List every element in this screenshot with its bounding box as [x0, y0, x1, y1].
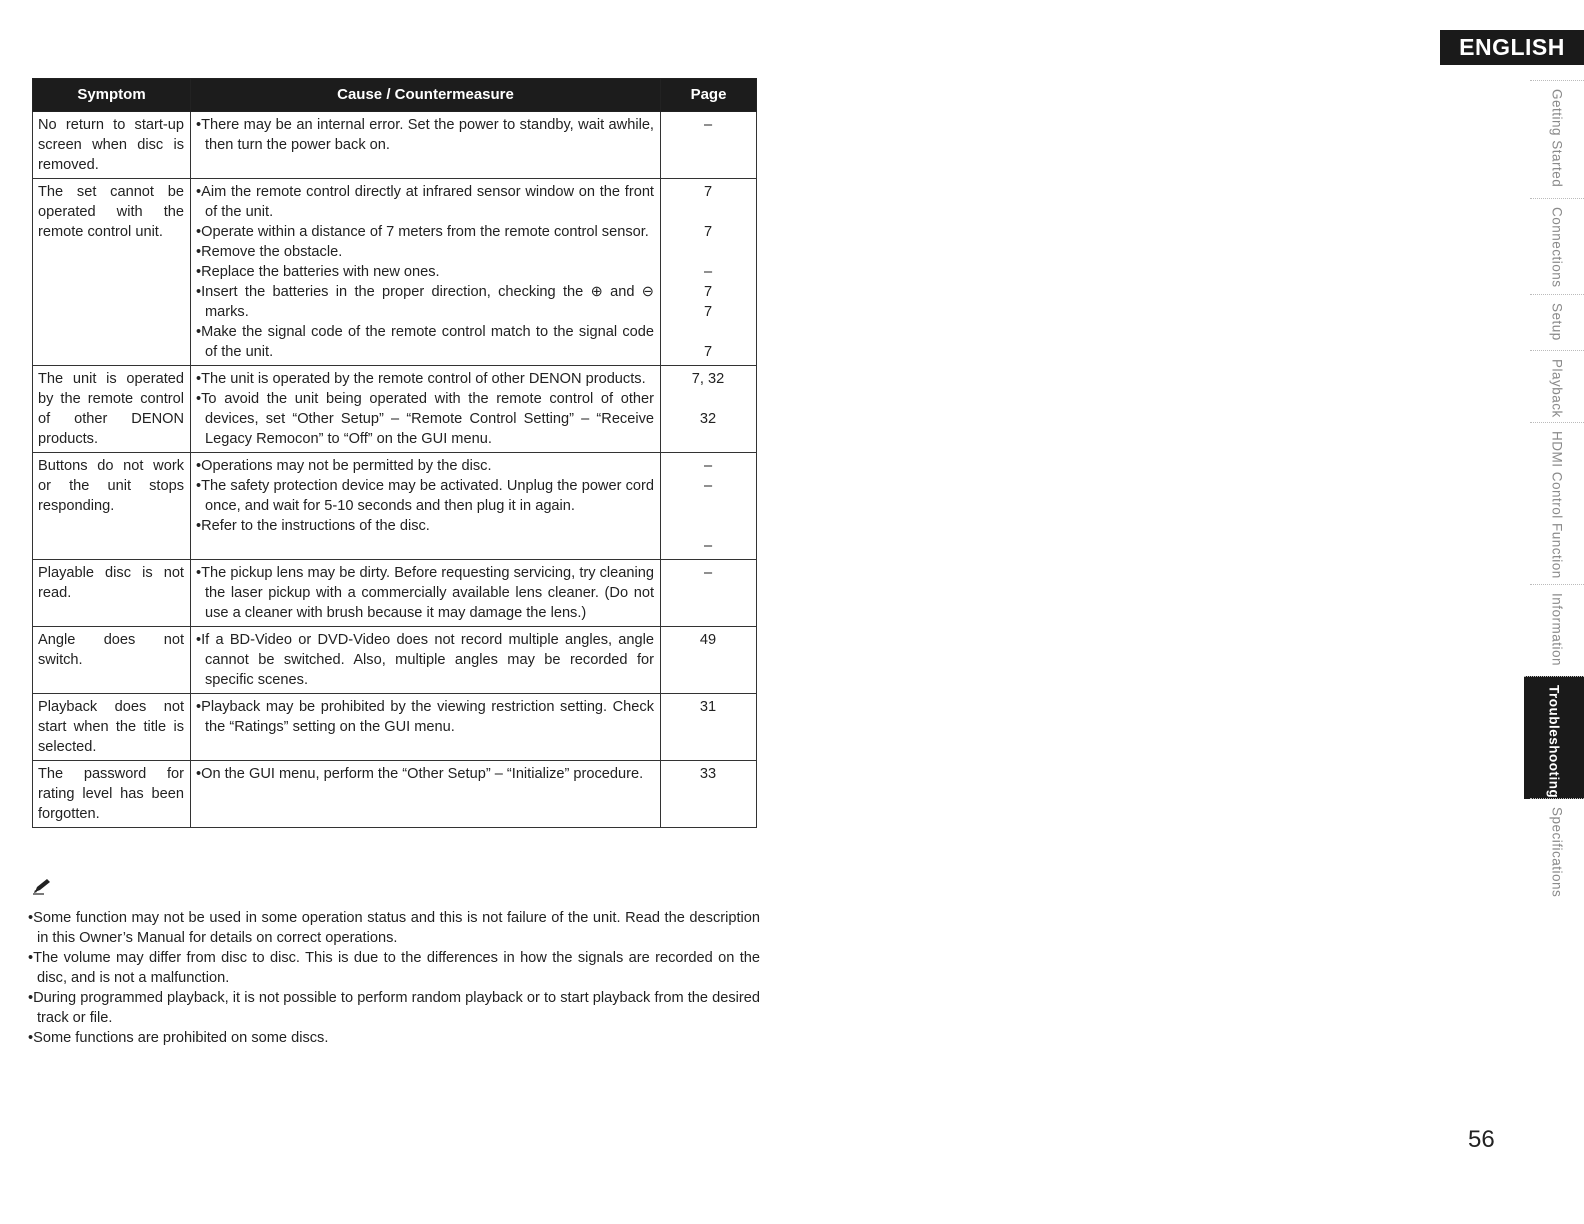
side-tab-label: Connections — [1549, 207, 1565, 288]
troubleshooting-table — [32, 78, 757, 828]
side-tab-label: Specifications — [1549, 807, 1565, 898]
side-tab-label: Troubleshooting — [1546, 685, 1562, 799]
page-ref: – — [703, 538, 713, 554]
page-cell — [661, 694, 757, 761]
cause-cell — [191, 694, 661, 761]
cause-item: • Playback may be prohibited by the viewing restriction setting. Check the “Ratings” setting on the GUI menu. — [196, 697, 654, 737]
page-ref: 7 — [703, 304, 713, 320]
page-ref: 7 — [703, 284, 713, 300]
side-tab-information[interactable] — [1530, 584, 1584, 677]
side-tab-hdmi-control-function[interactable] — [1530, 422, 1584, 585]
cause-item: • Insert the batteries in the proper direction, checking the ⊕ and ⊖ marks. — [196, 282, 654, 322]
page-ref: – — [703, 264, 713, 280]
page-cell — [661, 112, 757, 179]
cause-item: • The unit is operated by the remote control of other DENON products. — [196, 369, 654, 389]
symptom-cell: Playable disc is not read. — [33, 560, 191, 627]
symptom-cell: Buttons do not work or the unit stops responding. — [33, 453, 191, 560]
side-tab-setup[interactable] — [1530, 294, 1584, 351]
note-item: • Some function may not be used in some operation status and this is not failure of the unit. Read the description in this Owner’s Manual for details on correct operations. — [28, 908, 760, 948]
side-tab-label: Playback — [1549, 359, 1565, 418]
table-row — [33, 761, 757, 828]
note-item: • During programmed playback, it is not possible to perform random playback or to start playback from the desired track or file. — [28, 988, 760, 1028]
symptom-cell: No return to start-up screen when disc is removed. — [33, 112, 191, 179]
page-cell — [661, 366, 757, 453]
cause-item: • On the GUI menu, perform the “Other Setup” – “Initialize” procedure. — [196, 764, 654, 784]
side-tab-playback[interactable] — [1530, 350, 1584, 423]
page-ref: – — [703, 458, 713, 474]
side-tab-troubleshooting[interactable] — [1524, 676, 1584, 799]
page-cell — [661, 627, 757, 694]
page-number: 56 — [1468, 1126, 1495, 1153]
side-tab-label: HDMI Control Function — [1549, 431, 1565, 579]
cause-item: • If a BD-Video or DVD-Video does not record multiple angles, angle cannot be switched. Also, multiple angles may be recorded for specific scenes. — [196, 630, 654, 690]
cause-cell — [191, 453, 661, 560]
note-item: • The volume may differ from disc to disc. This is due to the differences in how the signals are recorded on the disc, and is not a malfunction. — [28, 948, 760, 988]
cause-cell — [191, 761, 661, 828]
side-tab-label: Setup — [1549, 303, 1565, 341]
header-symptom: Symptom — [33, 79, 191, 112]
cause-cell — [191, 366, 661, 453]
symptom-cell: The set cannot be operated with the remote control unit. — [33, 179, 191, 366]
table-row — [33, 694, 757, 761]
side-tab-connections[interactable] — [1530, 198, 1584, 295]
symptom-cell: Playback does not start when the title is selected. — [33, 694, 191, 761]
cause-item: • Aim the remote control directly at infrared sensor window on the front of the unit. — [196, 182, 654, 222]
notes-list — [28, 908, 760, 1048]
page-ref: 7 — [703, 344, 713, 360]
page-cell — [661, 761, 757, 828]
cause-item: • Make the signal code of the remote control match to the signal code of the unit. — [196, 322, 654, 362]
language-tab: ENGLISH — [1440, 30, 1584, 65]
page-cell — [661, 560, 757, 627]
cause-item: • Operate within a distance of 7 meters from the remote control sensor. — [196, 222, 654, 242]
page-ref: 33 — [699, 766, 717, 782]
cause-item: • The safety protection device may be activated. Unplug the power cord once, and wait for 5-10 seconds and then plug it in again. — [196, 476, 654, 516]
side-tab-getting-started[interactable] — [1530, 80, 1584, 199]
table-row — [33, 453, 757, 560]
table-row — [33, 112, 757, 179]
cause-cell — [191, 179, 661, 366]
header-page: Page — [661, 79, 757, 112]
page-ref: 32 — [699, 411, 717, 427]
cause-item: • The pickup lens may be dirty. Before requesting servicing, try cleaning the laser pickup with a commercially available lens cleaner. (Do not use a cleaner with brush because it may damage the lens.) — [196, 563, 654, 623]
cause-item: • Refer to the instructions of the disc. — [196, 516, 654, 536]
page-cell — [661, 179, 757, 366]
page-ref: 7 — [703, 224, 713, 240]
cause-cell — [191, 112, 661, 179]
side-tab-specifications[interactable] — [1530, 798, 1584, 905]
table-row — [33, 560, 757, 627]
table-row — [33, 627, 757, 694]
symptom-cell: Angle does not switch. — [33, 627, 191, 694]
table-row — [33, 366, 757, 453]
cause-cell — [191, 627, 661, 694]
symptom-cell: The password for rating level has been forgotten. — [33, 761, 191, 828]
section-side-nav — [1530, 80, 1584, 910]
page-ref: 7 — [703, 184, 713, 200]
side-tab-label: Information — [1549, 593, 1565, 667]
table-header-row — [33, 79, 757, 112]
cause-item: • There may be an internal error. Set the power to standby, wait awhile, then turn the power back on. — [196, 115, 654, 155]
table-row — [33, 179, 757, 366]
page-ref: – — [703, 117, 713, 133]
page-ref: – — [703, 478, 713, 494]
side-tab-label: Getting Started — [1549, 89, 1565, 188]
cause-item: • Replace the batteries with new ones. — [196, 262, 654, 282]
pencil-note-icon — [32, 877, 54, 895]
cause-item: • Operations may not be permitted by the disc. — [196, 456, 654, 476]
page-ref: 7, 32 — [691, 371, 725, 387]
page-ref: 31 — [699, 699, 717, 715]
page-ref: – — [703, 565, 713, 581]
cause-item: • Remove the obstacle. — [196, 242, 654, 262]
header-cause: Cause / Countermeasure — [191, 79, 661, 112]
symptom-cell: The unit is operated by the remote control of other DENON products. — [33, 366, 191, 453]
cause-item: • To avoid the unit being operated with the remote control of other devices, set “Other Setup” – “Remote Control Setting” – “Receive Legacy Remocon” to “Off” on the GUI menu. — [196, 389, 654, 449]
page-ref: 49 — [699, 632, 717, 648]
page-cell — [661, 453, 757, 560]
note-item: • Some functions are prohibited on some discs. — [28, 1028, 760, 1048]
cause-cell — [191, 560, 661, 627]
